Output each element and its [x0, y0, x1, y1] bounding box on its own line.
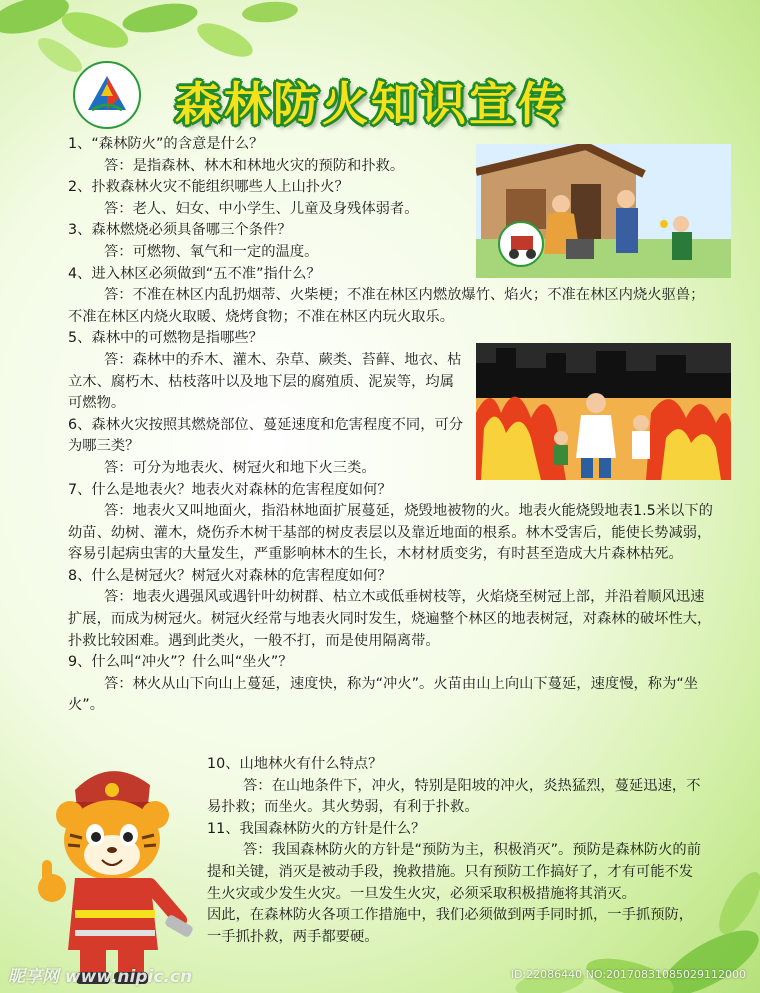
- answer-8: 答：地表火遇强风或遇针叶幼树群、枯立木或低垂树枝等，火焰烧至树冠上部，并沿着顺风迅速扩展，而成为树冠火。树冠火经常与地表火同时发生，烧遍整个林区的地表树冠，对森林的破坏性大，扑救比较困难。遇到此类火，一般不打，而是使用隔离带。: [68, 589, 712, 649]
- page-title: 森林防火知识宣传: [175, 77, 567, 131]
- tiger-firefighter-mascot: [30, 760, 195, 985]
- answer-11-conclusion: 因此，在森林防火各项工作措施中，我们必须做到两手同时抓，一手抓预防，一手抓扑救，两手都要硬。: [207, 907, 694, 945]
- watermark-id: ID:22086440 NO:20170831085029112000: [510, 968, 746, 981]
- qa-content-lower: [207, 754, 707, 948]
- question-4: 4、进入林区必须做到“五不准”指什么？: [68, 265, 321, 282]
- answer-3: 答：可燃物、氧气和一定的温度。: [104, 243, 319, 260]
- answer-9: 答：林火从山下向山上蔓延，速度快，称为“冲火”。火苗由山上向山下蔓延，速度慢，称为“坐火”。: [68, 675, 699, 714]
- question-7: 7、什么是地表火？地表火对森林的危害程度如何？: [68, 481, 392, 498]
- answer-6: 答：可分为地表火、树冠火和地下火三类。: [104, 459, 376, 476]
- question-1: 1、“森林防火”的含意是什么？: [68, 136, 264, 152]
- question-10: 10、山地林火有什么特点？: [207, 756, 383, 772]
- question-5: 5、森林中的可燃物是指哪些？: [68, 330, 263, 347]
- question-11: 11、我国森林防火的方针是什么？: [207, 820, 426, 837]
- answer-4: 答：不准在林区内乱扔烟蒂、火柴梗；不准在林区内燃放爆竹、焰火；不准在林区内烧火驱兽；不准在林区内烧火取暖、烧烤食物；不准在林区内玩火取乐。: [68, 287, 705, 325]
- question-8: 8、什么是树冠火？树冠火对森林的危害程度如何？: [68, 567, 392, 584]
- question-2: 2、扑救森林火灾不能组织哪些人上山扑火？: [68, 179, 349, 196]
- forest-fire-prevention-logo: [72, 60, 142, 130]
- question-6: 6、森林火灾按照其燃烧部位、蔓延速度和危害程度不同，可分为哪三类？: [68, 416, 464, 455]
- watermark-site: 昵享网 www.nipic.cn: [8, 967, 193, 987]
- question-3: 3、森林燃烧必须具备哪三个条件？: [68, 222, 292, 239]
- answer-11: 答：我国森林防火的方针是“预防为主，积极消灭”。预防是森林防火的前提和关键，消灭是被动手段，挽救措施。只有预防工作搞好了，才有可能不发生火灾或少发生火灾。一旦发生火灾，必须采取积极措施将其消灭。: [207, 842, 702, 902]
- answer-5: 答：森林中的乔木、灌木、杂草、蕨类、苔藓、地衣、枯立木、腐朽木、枯枝落叶以及地下层的腐殖质、泥炭等，均属可燃物。: [68, 351, 462, 412]
- question-9: 9、什么叫“冲火”？什么叫“坐火”？: [68, 654, 293, 671]
- answer-2: 答：老人、妇女、中小学生、儿童及身残体弱者。: [104, 200, 419, 217]
- answer-1: 答：是指森林、林木和林地火灾的预防和扑救。: [104, 157, 405, 174]
- answer-10: 答：在山地条件下，冲火，特别是阳坡的冲火，炎热猛烈，蔓延迅速，不易扑救；而坐火。其火势弱，有利于扑救。: [207, 777, 701, 816]
- qa-content: [68, 134, 713, 717]
- answer-7: 答：地表火又叫地面火，指沿林地面扩展蔓延，烧毁地被物的火。地表火能烧毁地表1.5米以下的幼苗、幼树、灌木，烧伤乔木树干基部的树皮表层以及靠近地面的根系。林木受害后，能使长势减弱，容易引起病虫害的大量发生，严重影响林木的生长，木材材质变劣，有时甚至造成大片森林枯死。: [68, 503, 713, 563]
